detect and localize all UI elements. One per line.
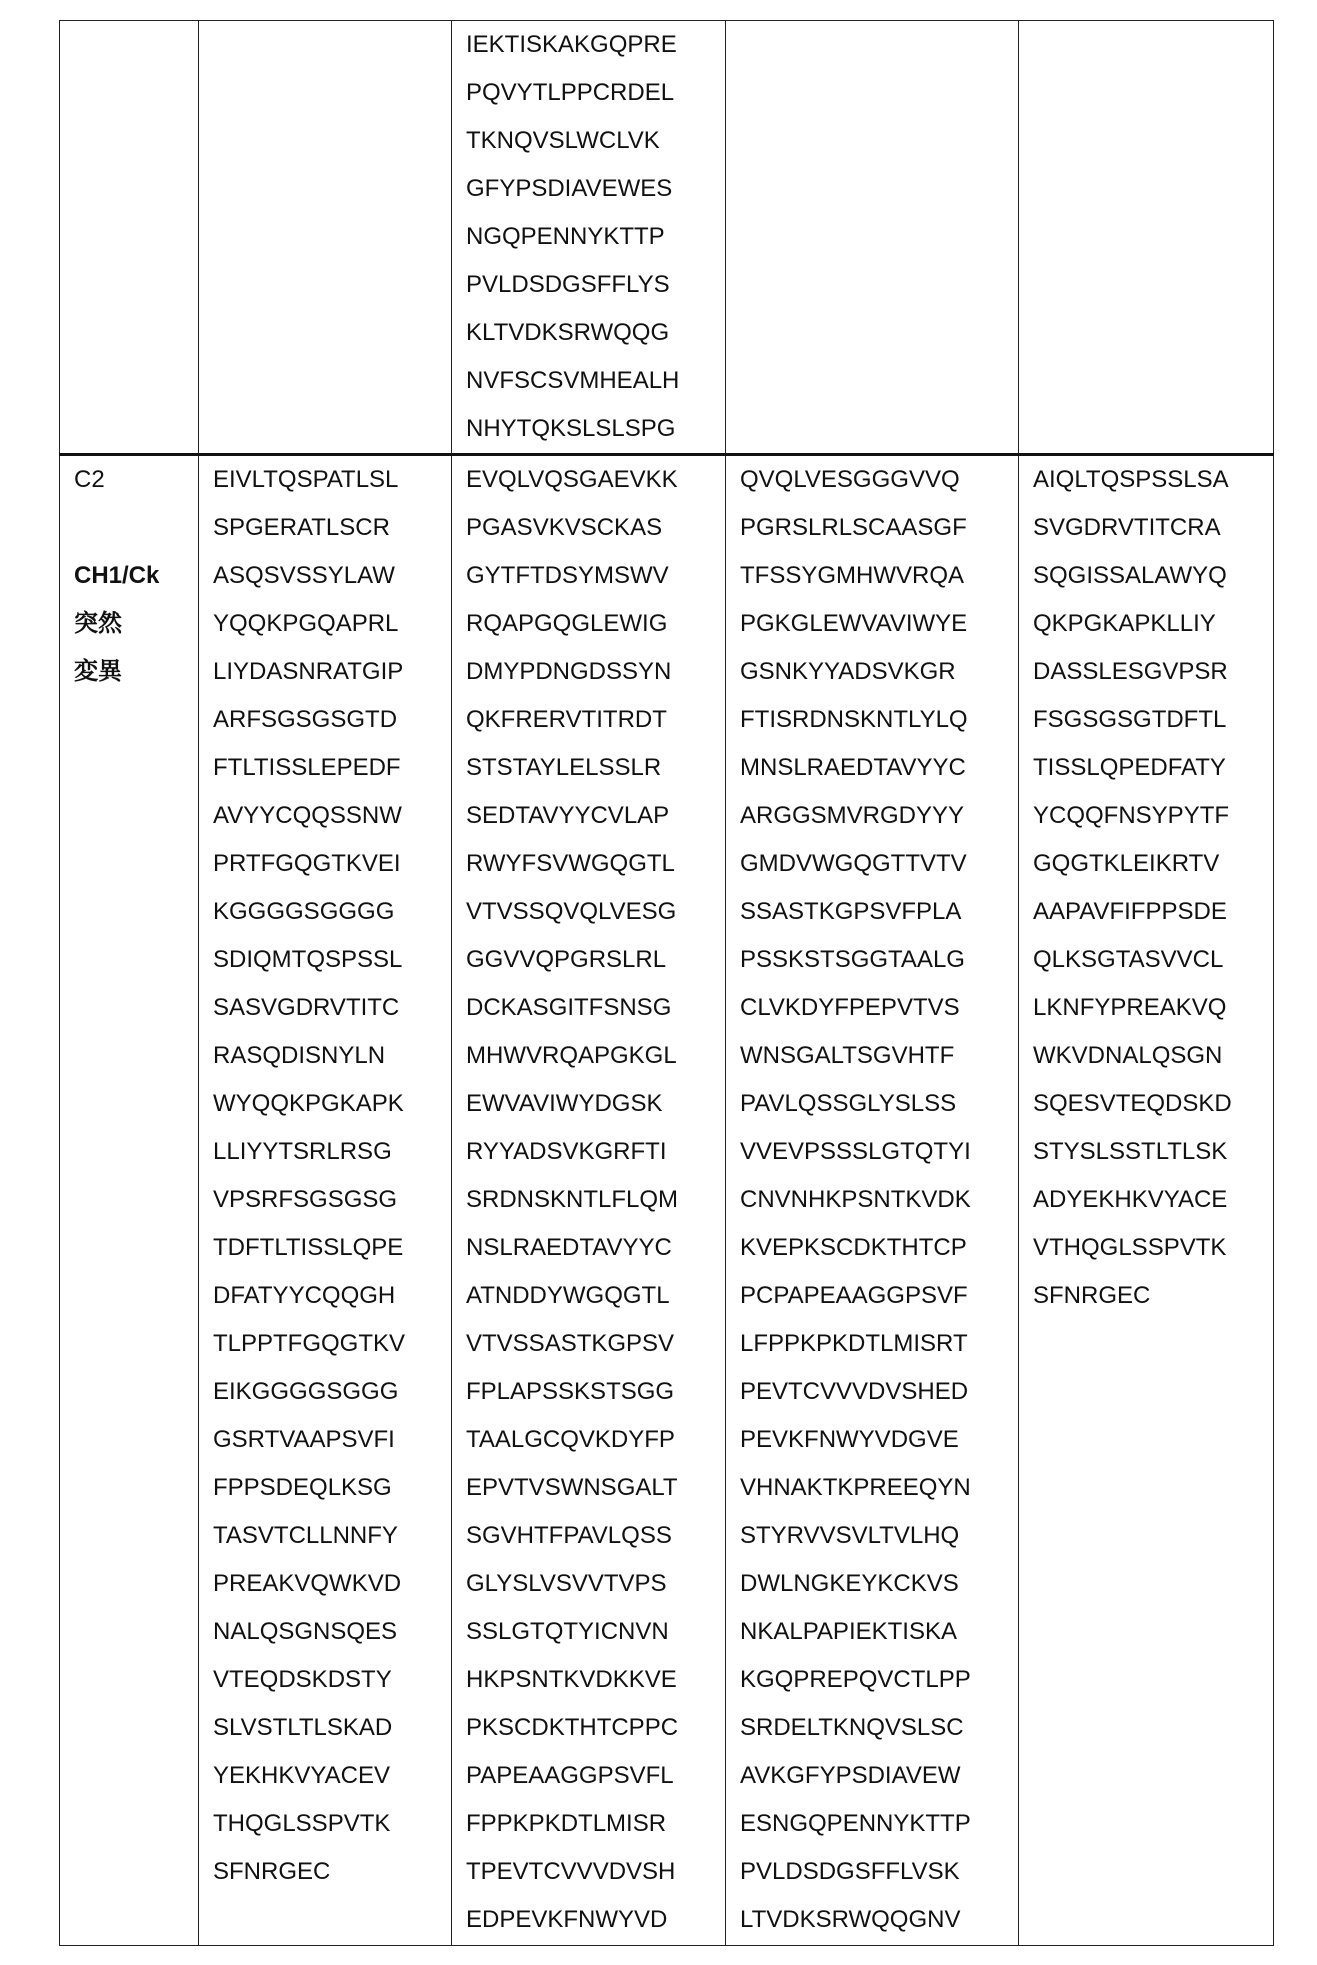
sequence-line: RQAPGQGLEWIG xyxy=(466,600,725,648)
sequence-line: THQGLSSPVTK xyxy=(213,1800,451,1848)
sequence-line: AVKGFYPSDIAVEW xyxy=(740,1752,1018,1800)
sequence-line: CLVKDYFPEPVTVS xyxy=(740,984,1018,1032)
sequence-line: TDFTLTISSLQPE xyxy=(213,1224,451,1272)
sequence-line: VHNAKTKPREEQYN xyxy=(740,1464,1018,1512)
sequence-line: EIVLTQSPATLSL xyxy=(213,456,451,504)
sequence-line: SQESVTEQDSKD xyxy=(1033,1080,1273,1128)
sequence-line: LLIYYTSRLRSG xyxy=(213,1128,451,1176)
row-label-line: CH1/Ck xyxy=(74,552,198,600)
sequence-line: VTVSSQVQLVESG xyxy=(466,888,725,936)
sequence-line: GYTFTDSYMSWV xyxy=(466,552,725,600)
sequence-line: DASSLESGVPSR xyxy=(1033,648,1273,696)
sequence-line: GSNKYYADSVKGR xyxy=(740,648,1018,696)
sequence-line: PCPAPEAAGGPSVF xyxy=(740,1272,1018,1320)
sequence-line: SGVHTFPAVLQSS xyxy=(466,1512,725,1560)
sequence-line: TPEVTCVVVDVSH xyxy=(466,1848,725,1896)
sequence-line: SLVSTLTLSKAD xyxy=(213,1704,451,1752)
sequence-line: TAALGCQVKDYFP xyxy=(466,1416,725,1464)
sequence-line: KGQPREPQVCTLPP xyxy=(740,1656,1018,1704)
sequence-line: EWVAVIWYDGSK xyxy=(466,1080,725,1128)
sequence-line: LKNFYPREAKVQ xyxy=(1033,984,1273,1032)
sequence-line: MNSLRAEDTAVYYC xyxy=(740,744,1018,792)
row-label-line: 変異 xyxy=(74,648,198,696)
sequence-line: PRTFGQGTKVEI xyxy=(213,840,451,888)
sequence-cell xyxy=(726,21,1019,455)
sequence-line: PAPEAAGGPSVFL xyxy=(466,1752,725,1800)
row-label-cell xyxy=(60,455,199,1946)
row-label-line xyxy=(74,504,198,552)
sequence-line: FPPSDEQLKSG xyxy=(213,1464,451,1512)
sequence-line: PVLDSDGSFFLYS xyxy=(466,261,725,309)
sequence-cell xyxy=(452,21,726,455)
sequence-cell xyxy=(452,455,726,1946)
sequence-line: GFYPSDIAVEWES xyxy=(466,165,725,213)
sequence-line: EDPEVKFNWYVD xyxy=(466,1896,725,1944)
sequence-line: GGVVQPGRSLRL xyxy=(466,936,725,984)
sequence-line: PAVLQSSGLYSLSS xyxy=(740,1080,1018,1128)
sequence-line: SSLGTQTYICNVN xyxy=(466,1608,725,1656)
sequence-line: TASVTCLLNNFY xyxy=(213,1512,451,1560)
table-row xyxy=(60,21,1274,455)
sequence-line: TISSLQPEDFATY xyxy=(1033,744,1273,792)
sequence-line: PGKGLEWVAVIWYE xyxy=(740,600,1018,648)
sequence-line: ADYEKHKVYACE xyxy=(1033,1176,1273,1224)
sequence-line: GLYSLVSVVTVPS xyxy=(466,1560,725,1608)
sequence-cell xyxy=(1019,21,1274,455)
sequence-line: FPLAPSSKSTSGG xyxy=(466,1368,725,1416)
sequence-line: PGRSLRLSCAASGF xyxy=(740,504,1018,552)
sequence-line: PSSKSTSGGTAALG xyxy=(740,936,1018,984)
sequence-line: NALQSGNSQES xyxy=(213,1608,451,1656)
sequence-line: KLTVDKSRWQQG xyxy=(466,309,725,357)
sequence-line: SEDTAVYYCVLAP xyxy=(466,792,725,840)
sequence-line: LTVDKSRWQQGNV xyxy=(740,1896,1018,1944)
sequence-line: NSLRAEDTAVYYC xyxy=(466,1224,725,1272)
sequence-line: YQQKPGQAPRL xyxy=(213,600,451,648)
sequence-line: SVGDRVTITCRA xyxy=(1033,504,1273,552)
sequence-line: STYSLSSTLTLSK xyxy=(1033,1128,1273,1176)
sequence-line: ESNGQPENNYKTTP xyxy=(740,1800,1018,1848)
sequence-line: CNVNHKPSNTKVDK xyxy=(740,1176,1018,1224)
sequence-line: DFATYYCQQGH xyxy=(213,1272,451,1320)
sequence-line: KVEPKSCDKTHTCP xyxy=(740,1224,1018,1272)
sequence-line: PEVKFNWYVDGVE xyxy=(740,1416,1018,1464)
sequence-line: QVQLVESGGGVVQ xyxy=(740,456,1018,504)
sequence-line: FTLTISSLEPEDF xyxy=(213,744,451,792)
sequence-line: DWLNGKEYKCKVS xyxy=(740,1560,1018,1608)
sequence-line: RWYFSVWGQGTL xyxy=(466,840,725,888)
sequence-line: ASQSVSSYLAW xyxy=(213,552,451,600)
sequence-line: YEKHKVYACEV xyxy=(213,1752,451,1800)
sequence-line: DMYPDNGDSSYN xyxy=(466,648,725,696)
sequence-line: PQVYTLPPCRDEL xyxy=(466,69,725,117)
sequence-line: STYRVVSVLTVLHQ xyxy=(740,1512,1018,1560)
sequence-line: STSTAYLELSSLR xyxy=(466,744,725,792)
sequence-line: WYQQKPGKAPK xyxy=(213,1080,451,1128)
sequence-line: EPVTVSWNSGALT xyxy=(466,1464,725,1512)
sequence-line: RYYADSVKGRFTI xyxy=(466,1128,725,1176)
sequence-line: MHWVRQAPGKGL xyxy=(466,1032,725,1080)
sequence-line: PGASVKVSCKAS xyxy=(466,504,725,552)
row-label-line: 突然 xyxy=(74,600,198,648)
sequence-line: AAPAVFIFPPSDE xyxy=(1033,888,1273,936)
sequence-line: VTVSSASTKGPSV xyxy=(466,1320,725,1368)
table-row xyxy=(60,455,1274,1946)
sequence-cell xyxy=(199,21,452,455)
sequence-line: VTEQDSKDSTY xyxy=(213,1656,451,1704)
sequence-line: IEKTISKAKGQPRE xyxy=(466,21,725,69)
sequence-line: PEVTCVVVDVSHED xyxy=(740,1368,1018,1416)
sequence-line: VVEVPSSSLGTQTYI xyxy=(740,1128,1018,1176)
sequence-line: LFPPKPKDTLMISRT xyxy=(740,1320,1018,1368)
sequence-line: SRDELTKNQVSLSC xyxy=(740,1704,1018,1752)
sequence-line: EVQLVQSGAEVKK xyxy=(466,456,725,504)
sequence-line: ATNDDYWGQGTL xyxy=(466,1272,725,1320)
sequence-line: AIQLTQSPSSLSA xyxy=(1033,456,1273,504)
sequence-line: SPGERATLSCR xyxy=(213,504,451,552)
sequence-line: TKNQVSLWCLVK xyxy=(466,117,725,165)
sequence-cell xyxy=(1019,455,1274,1946)
row-label-line: C2 xyxy=(74,456,198,504)
sequence-line: GMDVWGQGTTVTV xyxy=(740,840,1018,888)
sequence-line: ARGGSMVRGDYYY xyxy=(740,792,1018,840)
sequence-line: SSASTKGPSVFPLA xyxy=(740,888,1018,936)
sequence-line: RASQDISNYLN xyxy=(213,1032,451,1080)
sequence-line: LIYDASNRATGIP xyxy=(213,648,451,696)
sequence-line: SQGISSALAWYQ xyxy=(1033,552,1273,600)
sequence-line: NKALPAPIEKTISKA xyxy=(740,1608,1018,1656)
sequence-line: SRDNSKNTLFLQM xyxy=(466,1176,725,1224)
sequence-line: DCKASGITFSNSG xyxy=(466,984,725,1032)
sequence-cell xyxy=(199,455,452,1946)
sequence-line: SASVGDRVTITC xyxy=(213,984,451,1032)
sequence-line: VTHQGLSSPVTK xyxy=(1033,1224,1273,1272)
sequence-line: NVFSCSVMHEALH xyxy=(466,357,725,405)
sequence-line: PKSCDKTHTCPPC xyxy=(466,1704,725,1752)
sequence-line: QKPGKAPKLLIY xyxy=(1033,600,1273,648)
sequence-line: PREAKVQWKVD xyxy=(213,1560,451,1608)
row-label-cell xyxy=(60,21,199,455)
sequence-line: PVLDSDGSFFLVSK xyxy=(740,1848,1018,1896)
sequence-line: FSGSGSGTDFTL xyxy=(1033,696,1273,744)
sequence-line: WKVDNALQSGN xyxy=(1033,1032,1273,1080)
sequence-line: NGQPENNYKTTP xyxy=(466,213,725,261)
sequence-line: TFSSYGMHWVRQA xyxy=(740,552,1018,600)
sequence-line: FPPKPKDTLMISR xyxy=(466,1800,725,1848)
sequence-line: QKFRERVTITRDT xyxy=(466,696,725,744)
sequence-line: WNSGALTSGVHTF xyxy=(740,1032,1018,1080)
sequence-line: SFNRGEC xyxy=(213,1848,451,1896)
sequence-line: NHYTQKSLSLSPG xyxy=(466,405,725,453)
sequence-line: AVYYCQQSSNW xyxy=(213,792,451,840)
sequence-line: TLPPTFGQGTKV xyxy=(213,1320,451,1368)
sequence-line: KGGGGSGGGG xyxy=(213,888,451,936)
sequence-line: EIKGGGGSGGG xyxy=(213,1368,451,1416)
sequence-line: YCQQFNSYPYTF xyxy=(1033,792,1273,840)
sequence-cell xyxy=(726,455,1019,1946)
sequence-line: SDIQMTQSPSSL xyxy=(213,936,451,984)
sequence-line: GQGTKLEIKRTV xyxy=(1033,840,1273,888)
sequence-line: QLKSGTASVVCL xyxy=(1033,936,1273,984)
sequence-line: SFNRGEC xyxy=(1033,1272,1273,1320)
sequence-line: ARFSGSGSGTD xyxy=(213,696,451,744)
sequence-line: HKPSNTKVDKKVE xyxy=(466,1656,725,1704)
sequence-table xyxy=(59,20,1274,1946)
sequence-line: VPSRFSGSGSG xyxy=(213,1176,451,1224)
sequence-line: FTISRDNSKNTLYLQ xyxy=(740,696,1018,744)
sequence-line: GSRTVAAPSVFI xyxy=(213,1416,451,1464)
